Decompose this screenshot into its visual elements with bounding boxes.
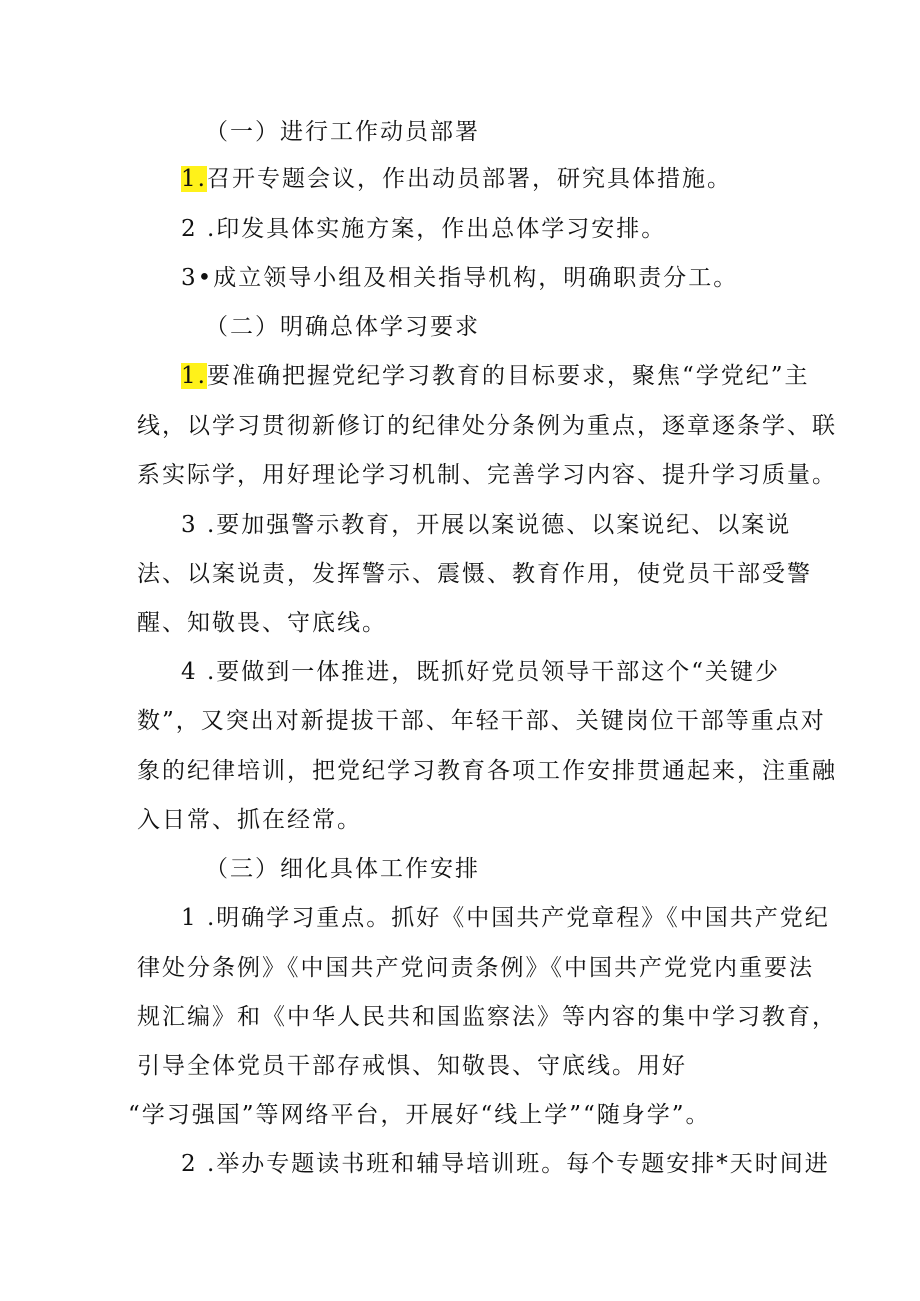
list-item — [181, 157, 732, 201]
section-heading-1: （一）进行工作动员部署 — [205, 119, 480, 145]
text-line: 醒、知敬畏、守底线。 — [137, 610, 387, 636]
text-line: 系实际学，用好理论学习机制、完善学习内容、提升学习质量。 — [137, 462, 837, 488]
item-text: 召开专题会议，作出动员部署，研究具体措施。 — [206, 166, 732, 192]
list-item: 2 .印发具体实施方案，作出总体学习安排。 — [181, 216, 667, 242]
list-item: 2 .举办专题读书班和辅导培训班。每个专题安排*天时间进 — [181, 1151, 830, 1177]
section-heading-2: （二）明确总体学习要求 — [205, 314, 480, 340]
highlighted-number: 1. — [181, 363, 207, 389]
text-line: 引导全体党员干部存戒惧、知敬畏、守底线。用好 — [137, 1053, 687, 1079]
text-line: “学习强国”等网络平台，开展好“线上学”“随身学”。 — [128, 1102, 711, 1128]
text-line: 法、以案说责，发挥警示、震慑、教育作用，使党员干部受警 — [137, 561, 812, 587]
text-line: 象的纪律培训，把党纪学习教育各项工作安排贯通起来，注重融 — [137, 758, 837, 784]
list-item: 1 .明确学习重点。抓好《中国共产党章程》《中国共产党纪 — [181, 905, 830, 931]
section-heading-3: （三）细化具体工作安排 — [205, 856, 480, 882]
item-text: 要准确把握党纪学习教育的目标要求，聚焦“学党纪”主 — [206, 363, 810, 389]
list-item: 3•成立领导小组及相关指导机构，明确职责分工。 — [181, 265, 739, 291]
text-line: 规汇编》和《中华人民共和国监察法》等内容的集中学习教育， — [137, 1004, 837, 1030]
text-line: 数”，又突出对新提拔干部、年轻干部、关键岗位干部等重点对 — [137, 708, 826, 734]
list-item: 4 .要做到一体推进，既抓好党员领导干部这个“关键少 — [181, 659, 781, 685]
list-item — [181, 354, 809, 398]
text-line: 入日常、抓在经常。 — [137, 807, 362, 833]
highlighted-number: 1. — [181, 166, 207, 192]
text-line: 线，以学习贯彻新修订的纪律处分条例为重点，逐章逐条学、联 — [137, 413, 837, 439]
text-line: 律处分条例》《中国共产党问责条例》《中国共产党党内重要法 — [137, 955, 814, 981]
list-item: 3 .要加强警示教育，开展以案说德、以案说纪、以案说 — [181, 512, 792, 538]
